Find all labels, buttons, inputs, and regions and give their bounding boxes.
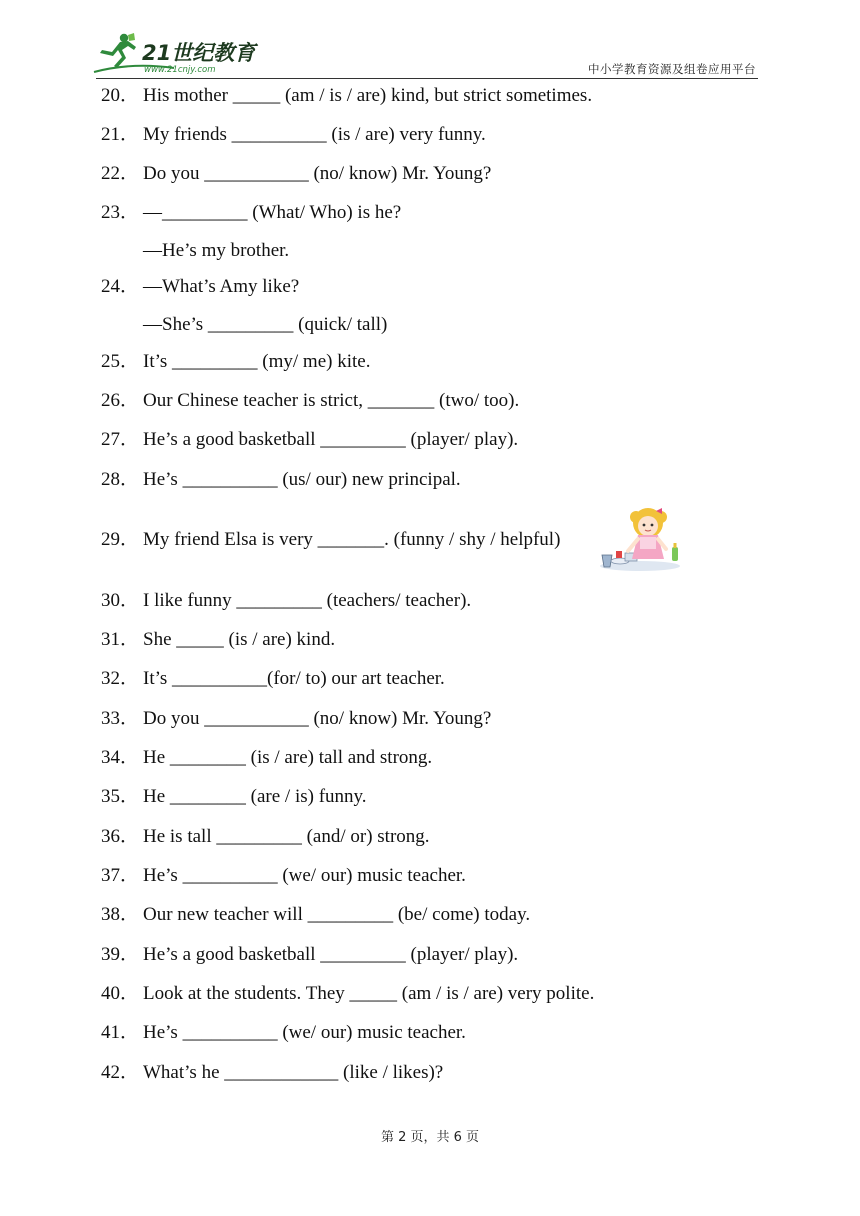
question-23 (101, 203, 401, 222)
question-37 (101, 866, 466, 885)
question-text: —_________ (What/ Who) is he? (143, 202, 402, 223)
question-40 (101, 984, 594, 1003)
question-text: He’s __________ (we/ our) music teacher. (143, 1022, 466, 1043)
question-33 (101, 709, 491, 728)
question-26 (101, 391, 519, 410)
question-42 (101, 1063, 443, 1082)
question-24-answer-line (143, 315, 387, 334)
question-38 (101, 905, 530, 924)
question-number: 21． (101, 124, 140, 145)
question-41 (101, 1023, 466, 1042)
question-29 (101, 530, 560, 549)
platform-label: 中小学教育资源及组卷应用平台 (588, 62, 756, 76)
question-25 (101, 352, 370, 371)
svg-text:21世纪教育: 21世纪教育 (142, 41, 256, 65)
site-logo (92, 32, 262, 78)
question-text: His mother _____ (am / is / are) kind, but strict sometimes. (143, 85, 593, 106)
question-text: It’s __________(for/ to) our art teacher. (143, 668, 445, 689)
question-number: 32． (101, 668, 140, 689)
question-number: 28． (101, 469, 140, 490)
question-number: 34． (101, 747, 140, 768)
question-text: My friend Elsa is very _______. (funny / shy / helpful) (143, 529, 561, 550)
question-number: 39． (101, 944, 140, 965)
question-text: He is tall _________ (and/ or) strong. (143, 826, 430, 847)
question-number: 36． (101, 826, 140, 847)
question-number: 24． (101, 276, 140, 297)
question-text: Our Chinese teacher is strict, _______ (two/ too). (143, 390, 520, 411)
question-number: 26． (101, 390, 140, 411)
question-number: 23． (101, 202, 140, 223)
question-23-answer-line (143, 241, 289, 260)
question-32 (101, 669, 445, 688)
question-number: 31． (101, 629, 140, 650)
question-text: —What’s Amy like? (143, 276, 300, 297)
question-24 (101, 277, 299, 296)
question-22 (101, 164, 491, 183)
question-28 (101, 470, 461, 489)
question-39 (101, 945, 518, 964)
question-text: He ________ (are / is) funny. (143, 786, 367, 807)
page-header (0, 0, 860, 82)
question-text: He’s a good basketball _________ (player/ play). (143, 944, 519, 965)
question-text: —She’s _________ (quick/ tall) (143, 314, 388, 335)
question-30 (101, 591, 471, 610)
question-number: 27． (101, 429, 140, 450)
question-number: 38． (101, 904, 140, 925)
question-34 (101, 748, 432, 767)
question-text: I like funny _________ (teachers/ teacher). (143, 590, 472, 611)
question-text: He’s a good basketball _________ (player/ play). (143, 429, 519, 450)
header-divider (96, 78, 758, 79)
question-number: 41． (101, 1022, 140, 1043)
question-text: Do you ___________ (no/ know) Mr. Young? (143, 163, 492, 184)
question-31 (101, 630, 335, 649)
question-21 (101, 125, 486, 144)
question-text: He’s __________ (we/ our) music teacher. (143, 865, 466, 886)
question-text: She _____ (is / are) kind. (143, 629, 336, 650)
question-number: 29． (101, 529, 140, 550)
girl-cleaning-illustration (596, 503, 684, 573)
question-text: Look at the students. They _____ (am / is / are) very polite. (143, 983, 595, 1004)
question-number: 30． (101, 590, 140, 611)
question-number: 20． (101, 85, 140, 106)
question-text: What’s he ____________ (like / likes)? (143, 1062, 444, 1083)
question-number: 22． (101, 163, 140, 184)
page-footer: 第 2 页，共 6 页 (380, 1130, 480, 1145)
question-36 (101, 827, 430, 846)
question-number: 25． (101, 351, 140, 372)
question-text: Our new teacher will _________ (be/ come) today. (143, 904, 531, 925)
question-35 (101, 787, 367, 806)
question-text: —He’s my brother. (143, 240, 290, 261)
question-number: 42． (101, 1062, 140, 1083)
question-number: 35． (101, 786, 140, 807)
question-20 (101, 86, 592, 105)
runner-icon (100, 33, 136, 68)
question-number: 37． (101, 865, 140, 886)
question-text: It’s _________ (my/ me) kite. (143, 351, 371, 372)
question-text: He ________ (is / are) tall and strong. (143, 747, 433, 768)
question-number: 40． (101, 983, 140, 1004)
question-27 (101, 430, 518, 449)
question-text: My friends __________ (is / are) very funny. (143, 124, 486, 145)
question-text: Do you ___________ (no/ know) Mr. Young? (143, 708, 492, 729)
svg-text:www.21cnjy.com: www.21cnjy.com (144, 65, 216, 75)
question-text: He’s __________ (us/ our) new principal. (143, 469, 461, 490)
question-number: 33． (101, 708, 140, 729)
